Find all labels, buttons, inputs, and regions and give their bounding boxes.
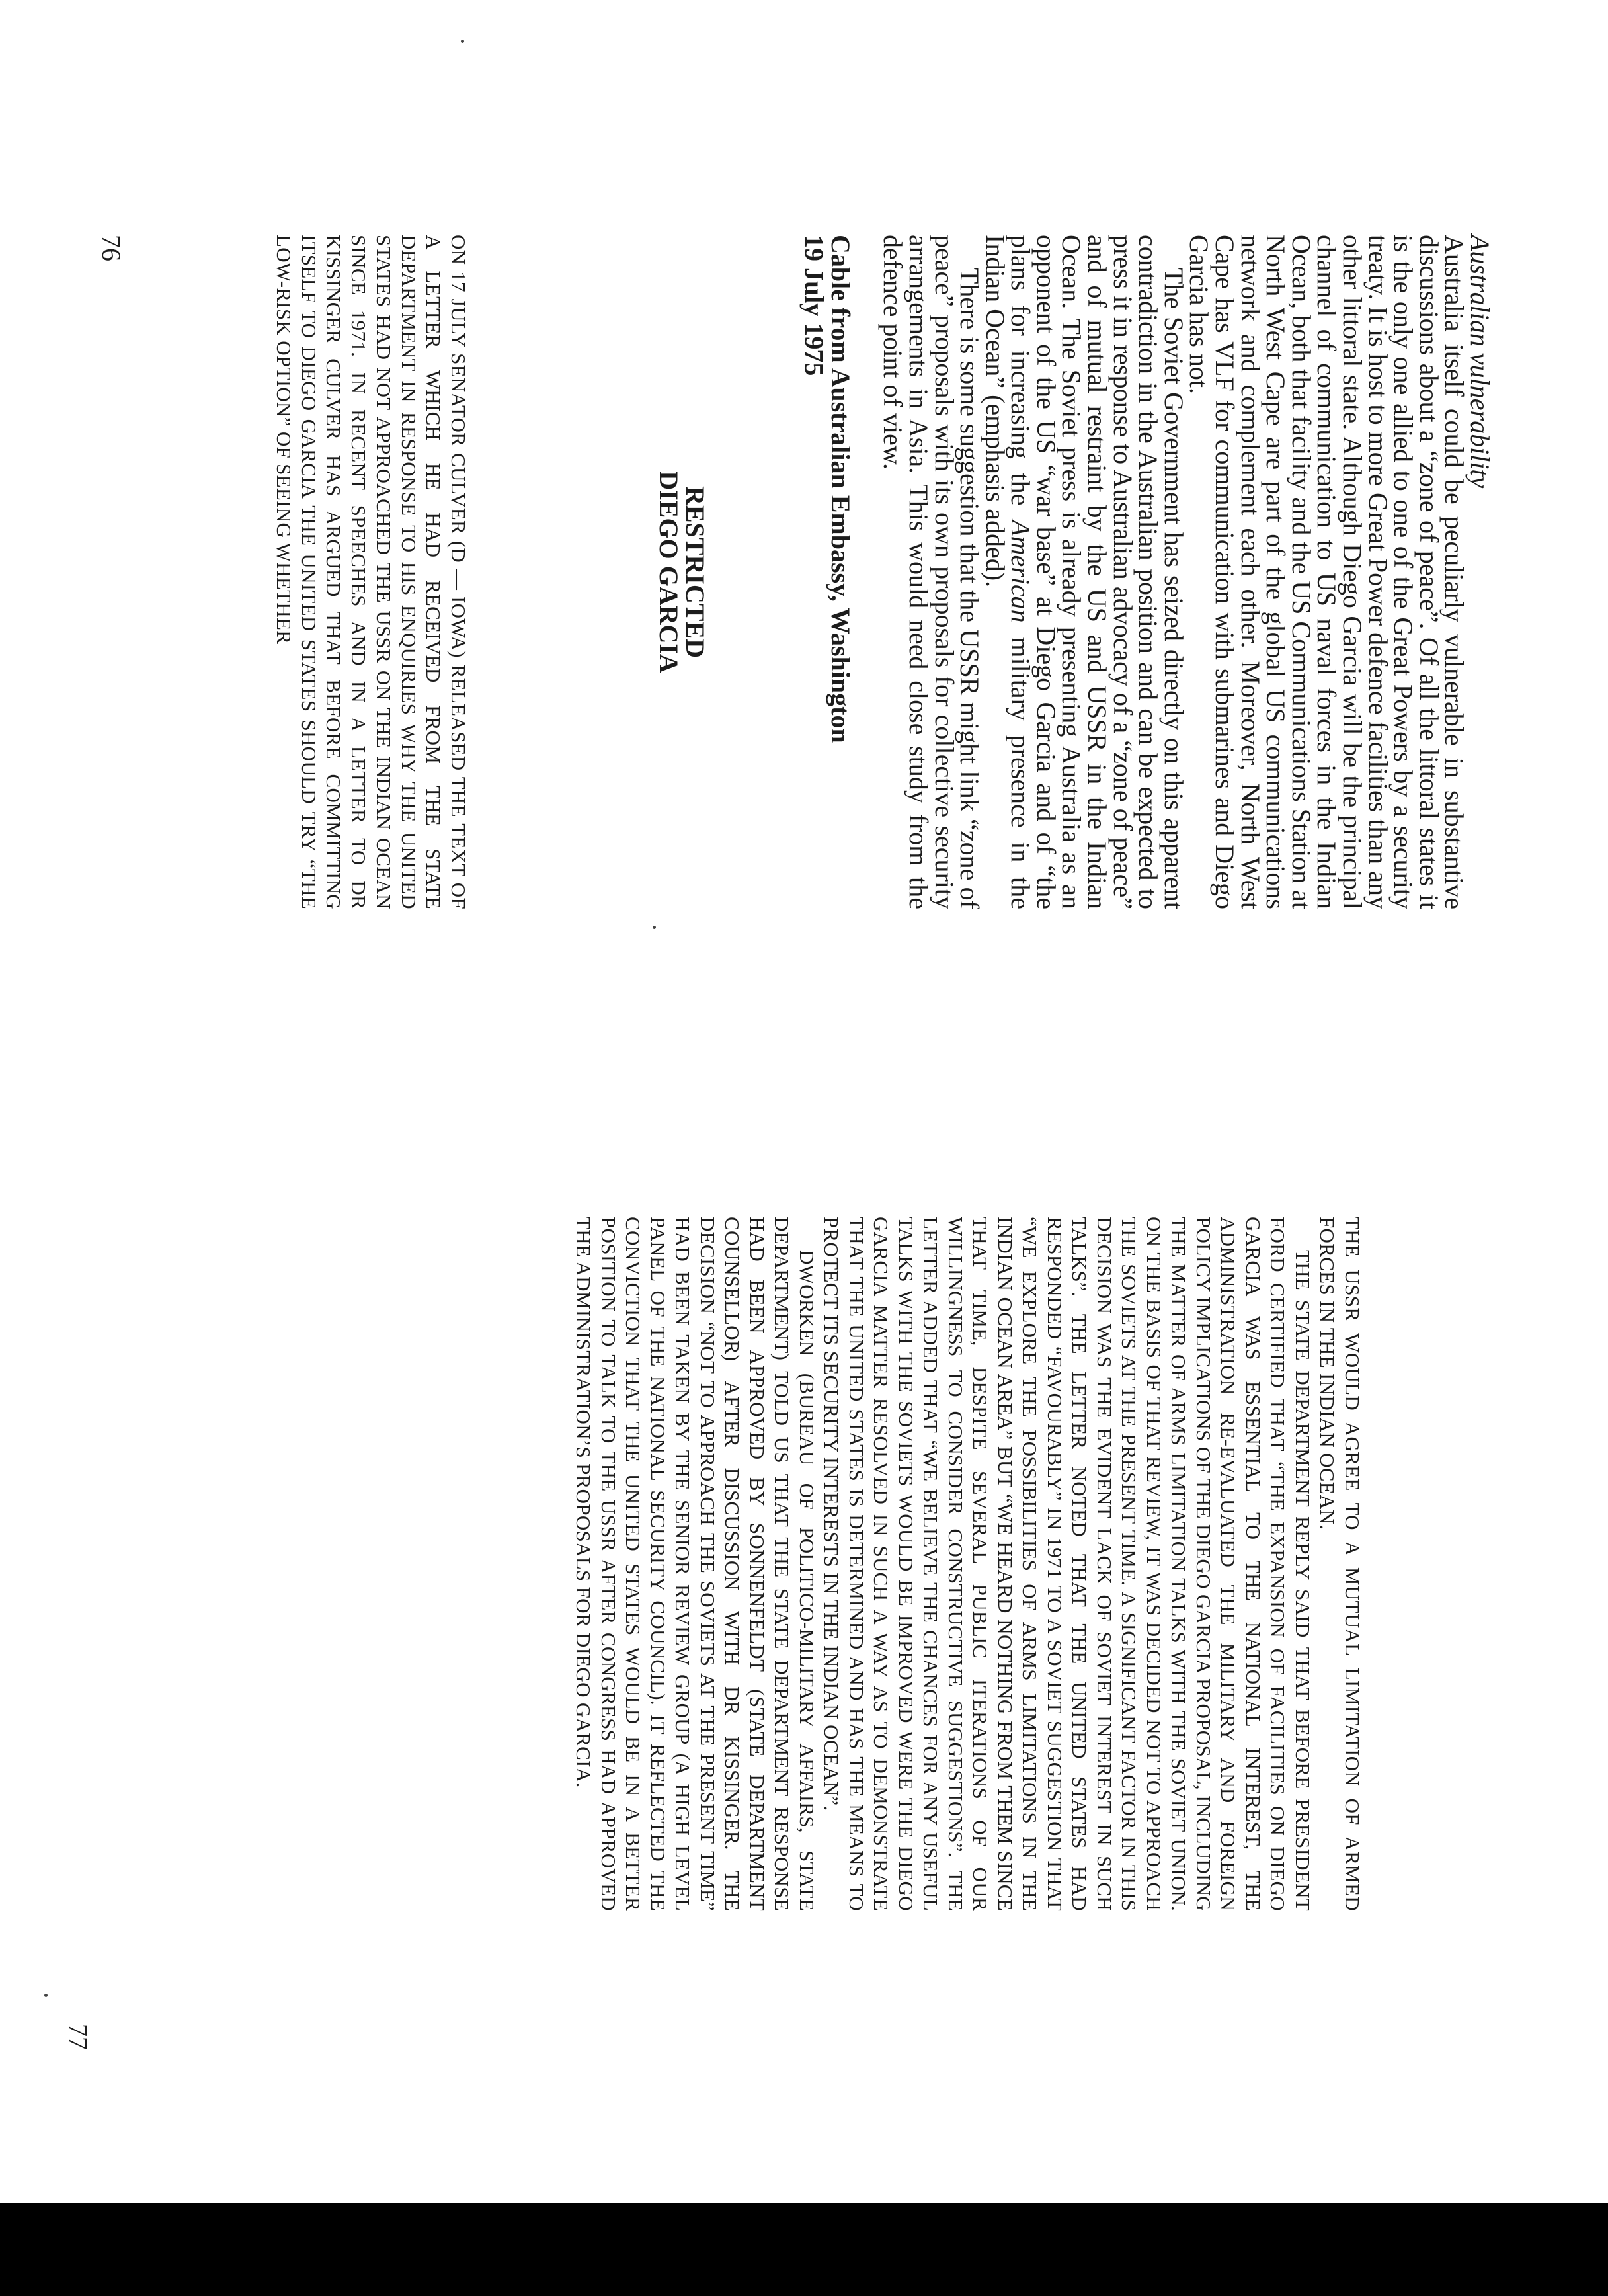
paragraph: There is some suggestion that the USSR might link “zone of peace” proposals with its own proposals for collective security arrangements in Asia. This would need close study from the defence point of view.: [878, 235, 985, 909]
cable-subject: DIEGO GARCIA: [653, 471, 684, 673]
paragraph: Australia itself could be peculiarly vulnerable in substantive discussions about a “zone of peace”. Of all the littoral states it is the only one allied to one of the Great Powers by a security treaty. It is host to more Great Power defence facilities than any other littoral state. Although Diego Garcia will be the principal channel of communication to US naval forces in the Indian Ocean, both that facility and the US Communications Station at North West Cape are part of the global US communications network and complement each other. Moreover, North West Cape has VLF for communication with submarines and Diego Garcia has not.: [1184, 235, 1470, 909]
cable-paragraph: DWORKEN (BUREAU OF POLITICO-MILITARY AFFAIRS, STATE DEPARTMENT) TOLD US THAT THE STATE DEPARTMENT RESPONSE HAD BEEN APPROVED BY SONNENFELDT (STATE DEPARTMENT COUNSELLOR) AFTER DISCUSSION WITH DR KISSINGER. THE DECISION “NOT TO APPROACH THE SOVIETS AT THE PRESENT TIME” HAD BEEN TAKEN BY THE SENIOR REVIEW GROUP (A HIGH LEVEL PANEL OF THE NATIONAL SECURITY COUNCIL). IT REFLECTED THE CONVICTION THAT THE UNITED STATES WOULD BE IN A BETTER POSITION TO TALK TO THE USSR AFTER CONGRESS HAD APPROVED THE ADMINISTRATION’S PROPOSALS FOR DIEGO GARCIA.: [572, 1217, 819, 1911]
scan-speck: [44, 1994, 48, 1997]
classification-label: RESTRICTED: [680, 485, 710, 659]
cable-heading: [655, 235, 708, 909]
left-page-cable-text: [271, 235, 471, 909]
cable-paragraph: ON 17 JULY SENATOR CULVER (D — IOWA) RELEASED THE TEXT OF A LETTER WHICH HE HAD RECEIVED FROM THE STATE DEPARTMENT IN RESPONSE TO HIS ENQUIRIES WHY THE UNITED STATES HAD NOT APPROACHED THE USSR ON THE INDIAN OCEAN SINCE 1971. IN RECENT SPEECHES AND IN A LETTER TO DR KISSINGER CULVER HAS ARGUED THAT BEFORE COMMITTING ITSELF TO DIEGO GARCIA THE UNITED STATES SHOULD TRY “THE LOW-RISK OPTION” OF SEEING WHETHER: [272, 235, 470, 909]
right-page-body: [571, 1217, 1365, 1911]
scan-speck: [461, 40, 464, 43]
cable-source-line: Cable from Australian Embassy, Washington: [825, 235, 856, 743]
section-heading: Australian vulnerability: [1465, 235, 1495, 489]
page-number-left: 76: [97, 235, 126, 261]
cable-paragraph: THE STATE DEPARTMENT REPLY SAID THAT BEFORE PRESIDENT FORD CERTIFIED THAT “THE EXPANSION OF FACILITIES ON DIEGO GARCIA WAS ESSENTIAL TO THE NATIONAL INTEREST, THE ADMINISTRATION RE-EVALUATED THE MILITARY AND FOREIGN POLICY IMPLICATIONS OF THE DIEGO GARCIA PROPOSAL, INCLUDING THE MATTER OF ARMS LIMITATION TALKS WITH THE SOVIET UNION. ON THE BASIS OF THAT REVIEW, IT WAS DECIDED NOT TO APPROACH THE SOVIETS AT THE PRESENT TIME. A SIGNIFICANT FACTOR IN THIS DECISION WAS THE EVIDENT LACK OF SOVIET INTEREST IN SUCH TALKS”. THE LETTER NOTED THAT THE UNITED STATES HAD RESPONDED “FAVOURABLY” IN 1971 TO A SOVIET SUGGESTION THAT “WE EXPLORE THE POSSIBILITIES OF ARMS LIMITATIONS IN THE INDIAN OCEAN AREA” BUT “WE HEARD NOTHING FROM THEM SINCE THAT TIME, DESPITE SEVERAL PUBLIC ITERATIONS OF OUR WILLINGNESS TO CONSIDER CONSTRUCTIVE SUGGESTIONS”. THE LETTER ADDED THAT “WE BELIEVE THE CHANCES FOR ANY USEFUL TALKS WITH THE SOVIETS WOULD BE IMPROVED WERE THE DIEGO GARCIA MATTER RESOLVED IN SUCH A WAY AS TO DEMONSTRATE THAT THE UNITED STATES IS DETERMINED AND HAS THE MEANS TO PROTECT ITS SECURITY INTERESTS IN THE INDIAN OCEAN”.: [820, 1217, 1314, 1911]
scan-speck: [653, 926, 656, 929]
left-page-body: [653, 235, 1495, 909]
cable-paragraph: THE USSR WOULD AGREE TO A MUTUAL LIMITATION OF ARMED FORCES IN THE INDIAN OCEAN.: [1316, 1217, 1364, 1911]
cable-date: 19 July 1975: [799, 235, 829, 376]
emphasised-word: American: [1006, 520, 1036, 623]
paragraph: The Soviet Government has seized directly on this apparent contradiction in the Australian position and can be expected to press it in response to Australian advocacy of a “zone of peace” and of mutual restraint by the US and USSR in the Indian Ocean. The Soviet press is already presenting Australia as an opponent of the US “war base” at Diego Garcia and of “the plans for increasing the American military presence in the Indian Ocean” (emphasis added).: [980, 235, 1189, 909]
page-number-right: 77: [63, 2024, 93, 2050]
cable-source: [801, 235, 854, 909]
